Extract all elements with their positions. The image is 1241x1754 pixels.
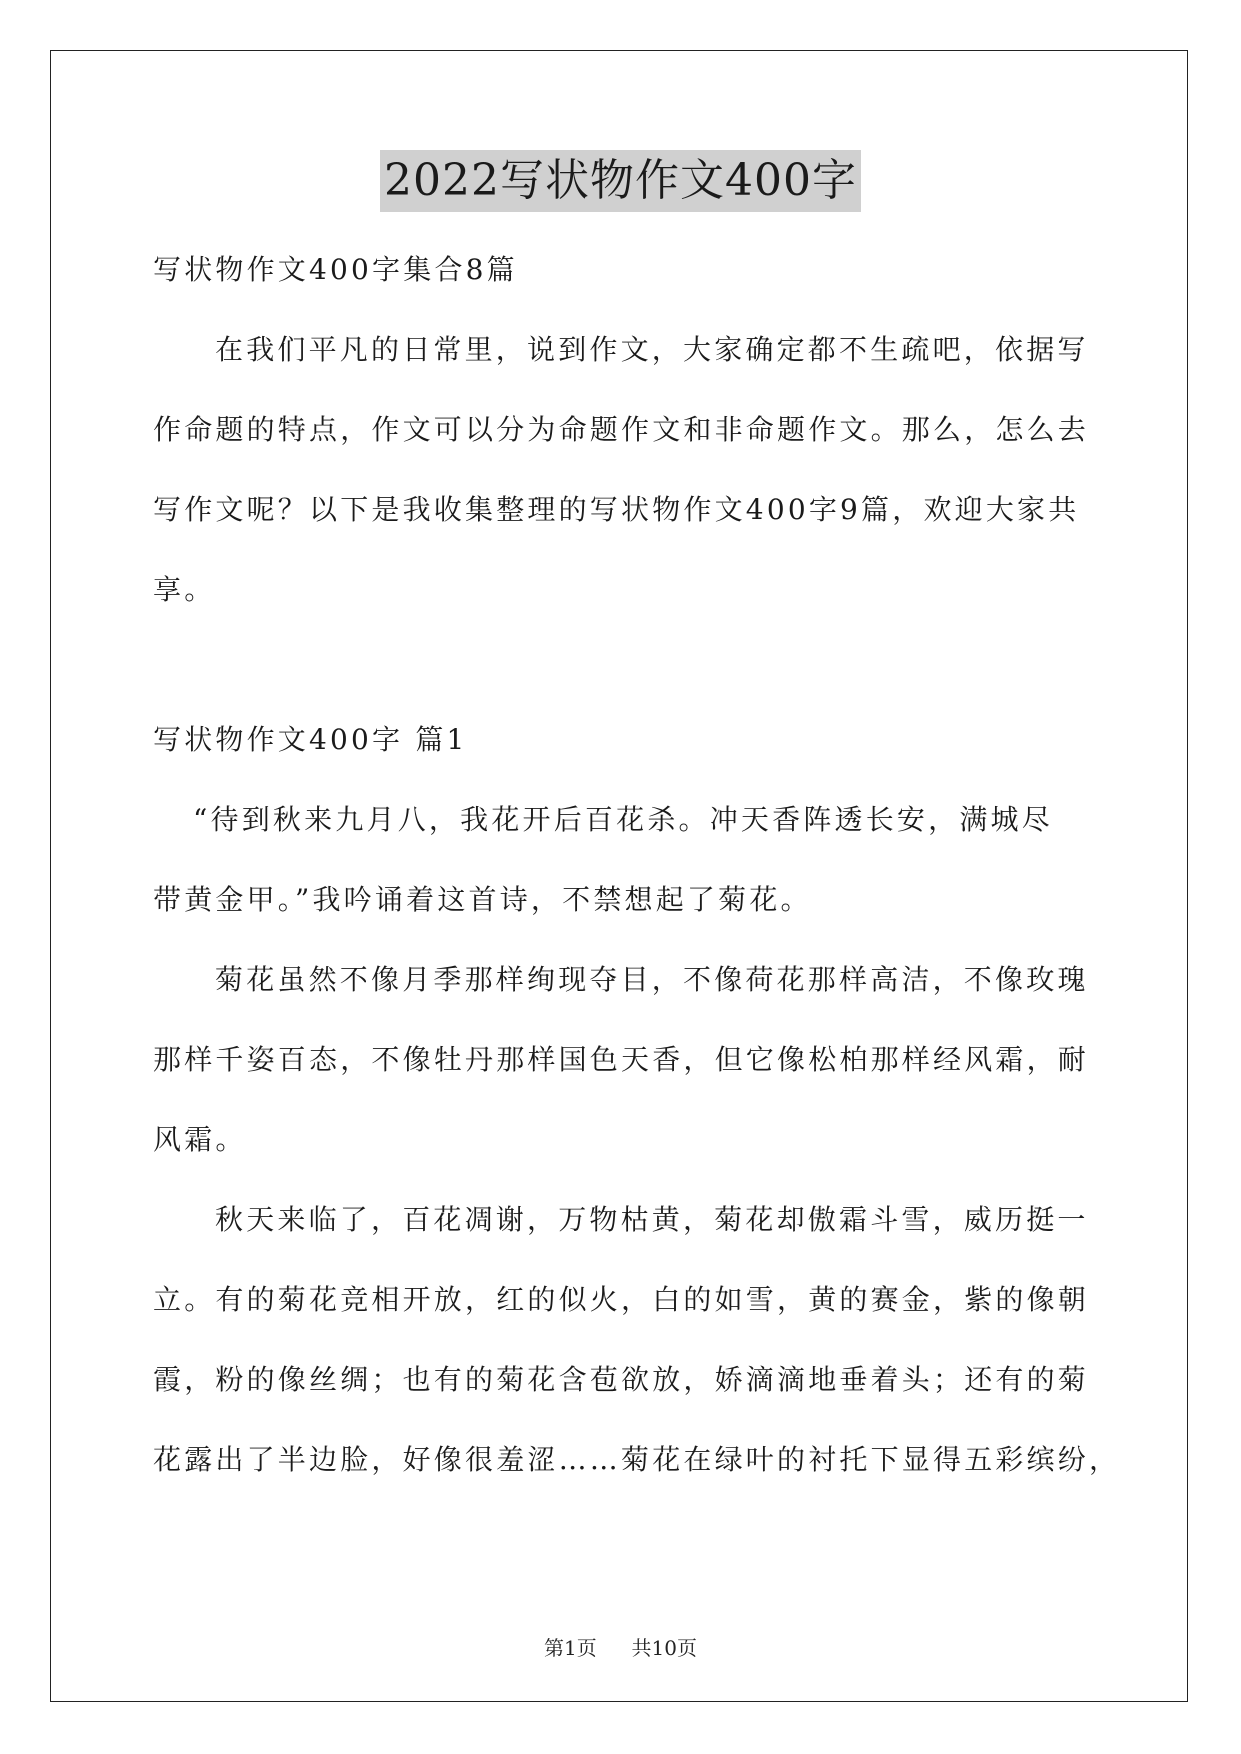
section-heading: 写状物作文400字 篇1 bbox=[153, 723, 468, 756]
paragraph-line: 立。有的菊花竞相开放，红的似火，白的如雪，黄的赛金，紫的像朝 bbox=[153, 1283, 1090, 1316]
section-spacer bbox=[153, 630, 1101, 700]
paragraph-line: “待到秋来九月八，我花开后百花杀。冲天香阵透长安，满城尽 bbox=[193, 803, 1053, 836]
paragraph-line: 作命题的特点，作文可以分为命题作文和非命题作文。那么，怎么去 bbox=[153, 413, 1090, 446]
body-paragraph bbox=[153, 1180, 1121, 1500]
current-page-number: 第1页 bbox=[544, 1636, 597, 1660]
paragraph-line: 风霜。 bbox=[153, 1123, 247, 1156]
paragraph-line: 那样千姿百态，不像牡丹那样国色天香，但它像松柏那样经风霜，耐 bbox=[153, 1043, 1090, 1076]
paragraph-line: 带黄金甲。”我吟诵着这首诗，不禁想起了菊花。 bbox=[153, 883, 812, 916]
paragraph-line: 在我们平凡的日常里，说到作文，大家确定都不生疏吧，依据写 bbox=[215, 333, 1089, 366]
poem-paragraph bbox=[153, 780, 1101, 940]
body-paragraph bbox=[153, 940, 1101, 1180]
collection-subtitle: 写状物作文400字集合8篇 bbox=[153, 253, 518, 286]
document-body bbox=[153, 230, 1121, 1500]
paragraph-line: 菊花虽然不像月季那样绚现夺目，不像荷花那样高洁，不像玫瑰 bbox=[215, 963, 1089, 996]
paragraph-line: 写作文呢？以下是我收集整理的写状物作文400字9篇，欢迎大家共 bbox=[153, 493, 1080, 526]
page-footer bbox=[0, 1632, 1241, 1661]
paragraph-line: 霞，粉的像丝绸；也有的菊花含苞欲放，娇滴滴地垂着头；还有的菊 bbox=[153, 1363, 1090, 1396]
document-title: 2022写状物作文400字 bbox=[380, 150, 861, 212]
paragraph-line: 花露出了半边脸，好像很羞涩……菊花在绿叶的衬托下显得五彩缤纷， bbox=[153, 1443, 1121, 1476]
paragraph-line: 秋天来临了，百花凋谢，万物枯黄，菊花却傲霜斗雪，威历挺一 bbox=[215, 1203, 1089, 1236]
paragraph-line: 享。 bbox=[153, 573, 216, 606]
title-container bbox=[0, 150, 1241, 212]
total-page-count: 共10页 bbox=[631, 1636, 697, 1660]
intro-paragraph bbox=[153, 310, 1101, 630]
